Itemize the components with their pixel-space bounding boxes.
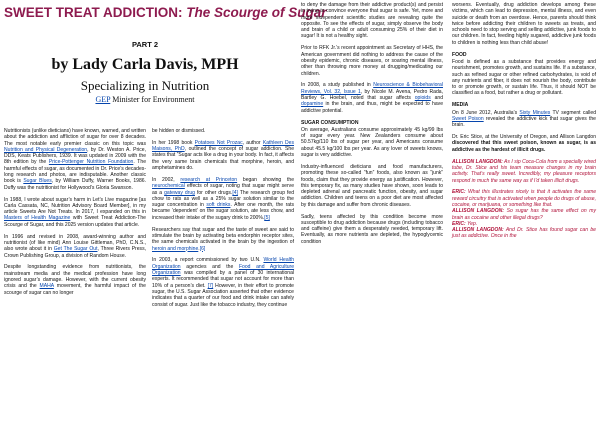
paragraph: Food is defined as a substance that provides energy and nourishment, promotes growth, and sustains life. If a substance, such as refined sugar or other refined carbohydrates, is void of any nutrients and fiber, it does not nourish the body, contribute to or promote growth, or sustain life. Thus, it should NOT be classified as a food, but rather a drug or pollutant. [452,58,596,97]
paragraph: worsens. Eventually, drug addiction develops among these victims, which can lead to depression, mental illness, and even suicide or death from an overdose. Hence, parents should think twice before addicting their children to sweets as treats, and schools need to stop serving and selling addictive, junk foods to our children. In fact, feeding highly sugared, addictive junk foods to children is nothing less than child abuse! [452,2,596,46]
paragraph: In 1988, I wrote about sugar’s harm in Let’s Live magazine [as Carla Cassata, NC, Nutrition Advisory Board Member], in my article Sweets Are Not Treats. In 2017, I expanded on this in Masters of Health Magazine with Sweet Treat Addiction-The Scourge of Sugar, and this 2025 version updates that article. [4,196,146,228]
paragraph: In her 1998 book Potatoes Not Prozac, author Kathleen Des Maisons, PhD, outlined the concept of sugar addiction. She states that “Sugar acts like a drug in your body. In fact, it affects the very same brain chemicals that morphine, heroin, and amphetamines do. [152,139,294,172]
footnote-5[interactable]: [5] [264,214,270,221]
link-maha[interactable]: MAHA [39,283,54,290]
author-title [0,95,290,104]
footnote-7[interactable]: [7] [207,282,214,289]
link-opioids[interactable]: opioids [414,95,431,102]
paragraph: In 2003, a report commissioned by two U.N. World Health Organization agencies and the Food and Agriculture Organization was compiled by a panel of 30 international experts. It recommended that sugar not account for more than 10% of a person’s diet. [7] However, in their effort to promote sugar, the U.S. Sugar Association asserted that other evidence indicates that a quarter of our food and drink intake can safely consist of sugar. Just like the tobacco industry, they continue [152,257,295,308]
link-get-the-sugar-out[interactable]: Get The Sugar Out [53,246,98,253]
paragraph: Nutritionists (unlike dieticians) have known, warned, and written about the addiction and affliction of sugar for over 8 decades. The most notable early premier classic on this topic was Nutrition and Physical Degeneration, by Dr. Weston A. Price, DDS, Keats Publishers, 1939. It was updated in 2009 with the 8th edition by the Price-Pottenger Nutrition Foundation. The harmful effects of sugar, as documented in Dr. Price’s decades-long research and photos, are indisputable. Another classic book is Sugar Blues, by William Duffy, Warner Books, 1986. Duffy was the nutritionist for Hollywood’s Gloria Swanson. [4,128,147,191]
link-heroin-morphine[interactable]: heroin and morphine [152,245,199,252]
link-who[interactable]: World Health Organization [152,257,294,270]
paragraph: Prior to RFK Jr.’s recent appointment as Secretary of HHS, the American government did nothing to address the cause of the obesity epidemic, chronic diseases, or soaring mental illness, other than throwing more money at drugging/medicating our children. [301,45,443,77]
link-neuroscience-reviews[interactable]: Neuroscience & Biobehavioral Reviews, Vol. 32, Issue 1 [301,82,443,95]
article-title [4,5,327,20]
link-fao[interactable]: Food and Agriculture Organization [152,263,295,277]
link-masters-of-health[interactable]: Masters of Health Magazine [4,215,71,222]
link-nutrition-physical-degeneration[interactable]: Nutrition and Physical Degeneration [4,146,88,153]
author-byline: by Lady Carla Davis, MPH [51,56,239,73]
title-sub: The Scourge of Sugar [186,5,327,20]
paragraph: Sadly, teens affected by this condition become more susceptible to drug addiction because drugs (including tobacco and caffeine) give them a desperately needed, temporary lift. Eventually, as more nutrients are depleted, the hypoglycemic condition [301,213,443,245]
paragraph: In 2008, a study published in Neuroscience & Biobehavioral Reviews, Vol. 32, Issue 1, by Nicole M. Avena, Pedro Rada, Bartley G. Hoebel, noted that sugar affects opioids and dopamine in the brain, and thus, might be expected to have addictive potential. [301,82,444,114]
link-soft-drinks[interactable]: soft drinks [206,202,231,209]
paragraph: be hidden or dismissed. [152,128,206,134]
column-4 [452,2,596,245]
section-heading-sugar-consumption: SUGAR CONSUMPTION [301,119,359,126]
paragraph: Dr. Eric Stice, at the University of Oregon, and Allison Langdon discovered that this sweet poison, known as sugar, is as addictive as the hardest of illicit drugs. [452,134,596,153]
link-potatoes-not-prozac[interactable]: Potatoes Not Prozac [194,139,243,146]
quote: ALLISON LANGDON: As I sip Coca-Cola from a specially wired tube, Dr. Stice and his team measure changes in my brain activity. That’s really sweet. Incredibly, my pleasure receptors respond in much the same way as if I’d taken illicit drugs. [452,158,596,184]
gep-link[interactable]: GEP [95,95,111,104]
section-heading-media: MEDIA [452,102,469,109]
author-specialty: Specializing in Nutrition [80,78,210,93]
footnote-4[interactable]: [4] [232,189,238,196]
paragraph: Despite longstanding evidence from nutritionists, the mainstream media and the medical profession have long ignored sugar’s damage. However, with the current obesity crisis and the MAHA movement, the harmful impact of the scourge of sugar can no longer [4,264,146,296]
part-label: PART 2 [131,40,159,49]
quote: ERIC: Yep. [452,220,478,227]
link-gateway-drug[interactable]: gateway drug [164,189,195,196]
column-3 [301,2,443,251]
paragraph: In 2002, research at Princeton began showing the neurochemical effects of sugar, noting that sugar might serve as a gateway drug for other drugs.[4] The research group fed chow to rats as well as a 25% sugar solution similar to the sugar concentration in soft drinks. After one month, the rats became ‘dependent’ on the sugar solution, ate less chow, and increased their intake of the sugary drink to 200%.[5] [152,176,295,221]
column-1 [4,128,146,302]
link-dopamine[interactable]: dopamine [301,101,324,108]
link-neurochemical[interactable]: neurochemical [152,183,185,190]
minister-text: Minister for Environment [112,95,195,104]
paragraph: Researchers say that sugar and the taste of sweet are said to stimulate the brain by activating beta endorphin receptor sites, the same chemicals activated in the brain by the ingestion of heroin and morphine.[6] [152,226,294,252]
paragraph: In 1996 and revised in 2008, award-winning author and nutritionist (of like mind) Ann Louise Gittleman, PhD, C.N.S., also wrote about it in Get The Sugar Out, Three Rivers Press, Crown Publishing Group, a division of Random House. [4,233,146,259]
quote: ALLISON LANGDON: So sugar has the same effect on my brain as cocaine and other illegal drugs? [452,208,597,221]
paragraph: On average, Australians consume approximately 45 kg/99 lbs of sugar every year. New Zealanders consume about 50.57kg/110 lbs of sugar per year, and Americans consume about 45.5 kg/100 lbs per year. As any lover of sweets knows, sugar is very addictive. [301,126,443,159]
quote: ERIC: What this illustrates nicely is that it activates the same reward circuitry that is activated when people do drugs of abuse, cocaine, or marijuana, or something like that. [452,189,596,208]
section-heading-food: FOOD [452,51,467,58]
footnote-6[interactable]: [6] [199,245,206,252]
quote: ALLISON LANGDON: And Dr. Stice has found sugar can be just as addictive. Once in the [452,227,596,240]
link-sweet-poison[interactable]: Sweet Poison [452,115,484,122]
column-2 [152,128,294,313]
link-research-princeton[interactable]: research at Princeton [180,176,238,183]
link-kathleen-des-maisons[interactable]: Kathleen Des Maisons, PhD [152,139,294,153]
paragraph: to deny the damage from their addictive product(s) and persist in trying to convince everyone that sugar is safe. Yet, more and more independent scientific studies are revealing quite the opposite. To see the effects of sugar, simply observe the body and brain of a child or adult consuming 25% of their diet in sugar! It is not a healthy sight. [301,2,443,40]
link-price-pottenger[interactable]: Price-Pottenger Nutrition Foundation [48,159,134,166]
link-sugar-blues[interactable]: Sugar Blues [23,178,52,185]
paragraph: Industry-influenced dieticians and food manufacturers, promoting these so-called “fun” foods, also known as “junk” foods, claim that they provide energy as justification. However, this temporary fix, as many studies have shown, soon leads to depleted adrenal and pancreatic function, obesity, and sugar addiction. Children and teens on a poor diet are most affected by this damage and suffer from chronic diseases. [301,163,443,208]
link-sixty-minutes[interactable]: Sixty Minutes [519,109,551,116]
paragraph: On 8 June 2012, Australia’s Sixty Minutes TV segment called Sweet Poison revealed the addictive kick that sugar gives the brain. [452,109,597,129]
title-main: SWEET TREAT ADDICTION: [4,5,183,20]
